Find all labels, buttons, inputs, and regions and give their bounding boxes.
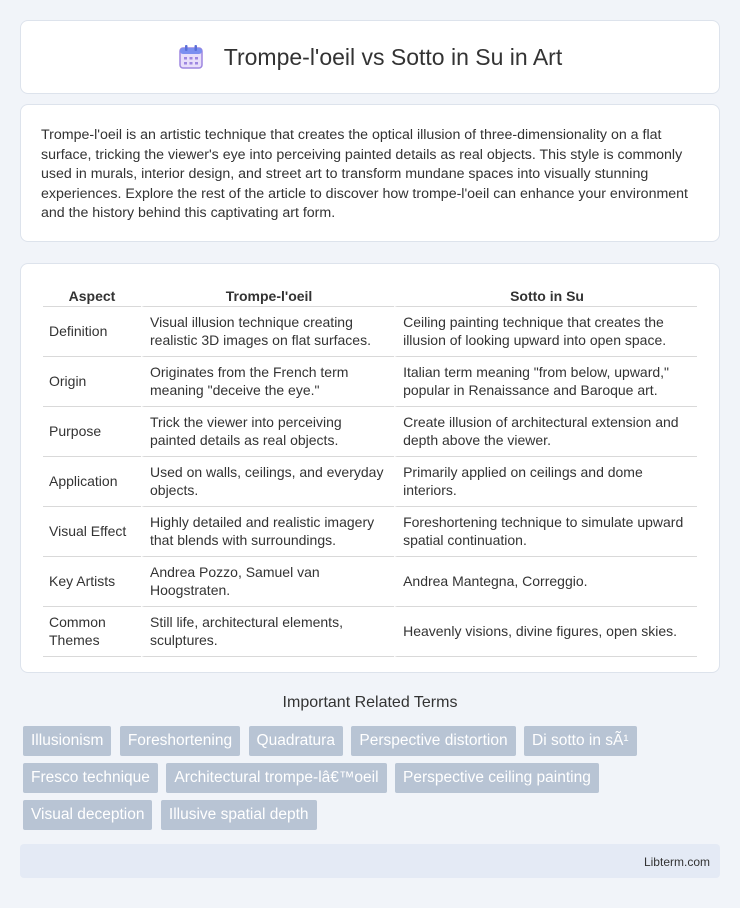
page-title: Trompe-l'oeil vs Sotto in Su in Art	[223, 43, 563, 70]
related-term-tag[interactable]: Illusive spatial depth	[161, 800, 317, 830]
table-cell: Still life, architectural elements, sculptures.	[141, 607, 394, 657]
title-card	[20, 20, 720, 94]
related-terms-title: Important Related Terms	[282, 694, 458, 711]
table-row	[43, 457, 697, 507]
footer	[20, 844, 720, 878]
table-cell: Heavenly visions, divine figures, open skies.	[394, 607, 697, 657]
table-cell: Highly detailed and realistic imagery that blends with surroundings.	[141, 507, 394, 557]
table-cell-aspect: Key Artists	[43, 557, 141, 607]
table-header-sotto: Sotto in Su	[394, 284, 697, 307]
comparison-table	[43, 284, 697, 657]
table-cell-aspect: Application	[43, 457, 141, 507]
related-term-tag[interactable]: Perspective ceiling painting	[395, 763, 599, 793]
table-cell: Andrea Pozzo, Samuel van Hoogstraten.	[141, 557, 394, 607]
table-cell: Andrea Mantegna, Correggio.	[394, 557, 697, 607]
table-cell-aspect: Purpose	[43, 407, 141, 457]
related-term-tag[interactable]: Illusionism	[23, 726, 111, 756]
related-terms-list	[23, 726, 723, 837]
related-term-tag[interactable]: Perspective distortion	[351, 726, 515, 756]
table-cell-aspect: Visual Effect	[43, 507, 141, 557]
related-term-tag[interactable]: Fresco technique	[23, 763, 158, 793]
table-cell: Used on walls, ceilings, and everyday objects.	[141, 457, 394, 507]
calendar-icon	[178, 44, 204, 70]
table-row	[43, 607, 697, 657]
table-cell: Italian term meaning "from below, upward," popular in Renaissance and Baroque art.	[394, 357, 697, 407]
related-term-tag[interactable]: Architectural trompe-lâ€™oeil	[166, 763, 386, 793]
table-cell: Trick the viewer into perceiving painted details as real objects.	[141, 407, 394, 457]
table-cell: Foreshortening technique to simulate upward spatial continuation.	[394, 507, 697, 557]
table-cell: Visual illusion technique creating realistic 3D images on flat surfaces.	[141, 307, 394, 357]
related-term-tag[interactable]: Di sotto in sÃ¹	[524, 726, 636, 756]
table-header-trompe: Trompe-l'oeil	[141, 284, 394, 307]
table-cell-aspect: Definition	[43, 307, 141, 357]
related-term-tag[interactable]: Foreshortening	[120, 726, 240, 756]
table-cell: Primarily applied on ceilings and dome interiors.	[394, 457, 697, 507]
table-header-aspect: Aspect	[43, 284, 141, 307]
footer-site-link[interactable]: Libterm.com	[643, 855, 710, 869]
table-row	[43, 557, 697, 607]
table-row	[43, 407, 697, 457]
table-cell: Originates from the French term meaning "deceive the eye."	[141, 357, 394, 407]
comparison-table-card	[20, 263, 720, 673]
table-row	[43, 307, 697, 357]
table-cell-aspect: Origin	[43, 357, 141, 407]
related-term-tag[interactable]: Quadratura	[249, 726, 343, 756]
intro-text: Trompe-l'oeil is an artistic technique that creates the optical illusion of three-dimensionality on a flat surface, tricking the viewer's eye into perceiving painted details as real objects. This style is commonly used in murals, interior design, and street art to transform mundane spaces into visually stunning experiences. Explore the rest of the article to discover how trompe-l'oeil can enhance your environment and the history behind this captivating art form.	[41, 127, 688, 222]
related-term-tag[interactable]: Visual deception	[23, 800, 152, 830]
table-row	[43, 507, 697, 557]
table-row	[43, 357, 697, 407]
table-cell: Ceiling painting technique that creates the illusion of looking upward into open space.	[394, 307, 697, 357]
intro-card	[20, 104, 720, 242]
table-cell-aspect: Common Themes	[43, 607, 141, 657]
table-cell: Create illusion of architectural extension and depth above the viewer.	[394, 407, 697, 457]
